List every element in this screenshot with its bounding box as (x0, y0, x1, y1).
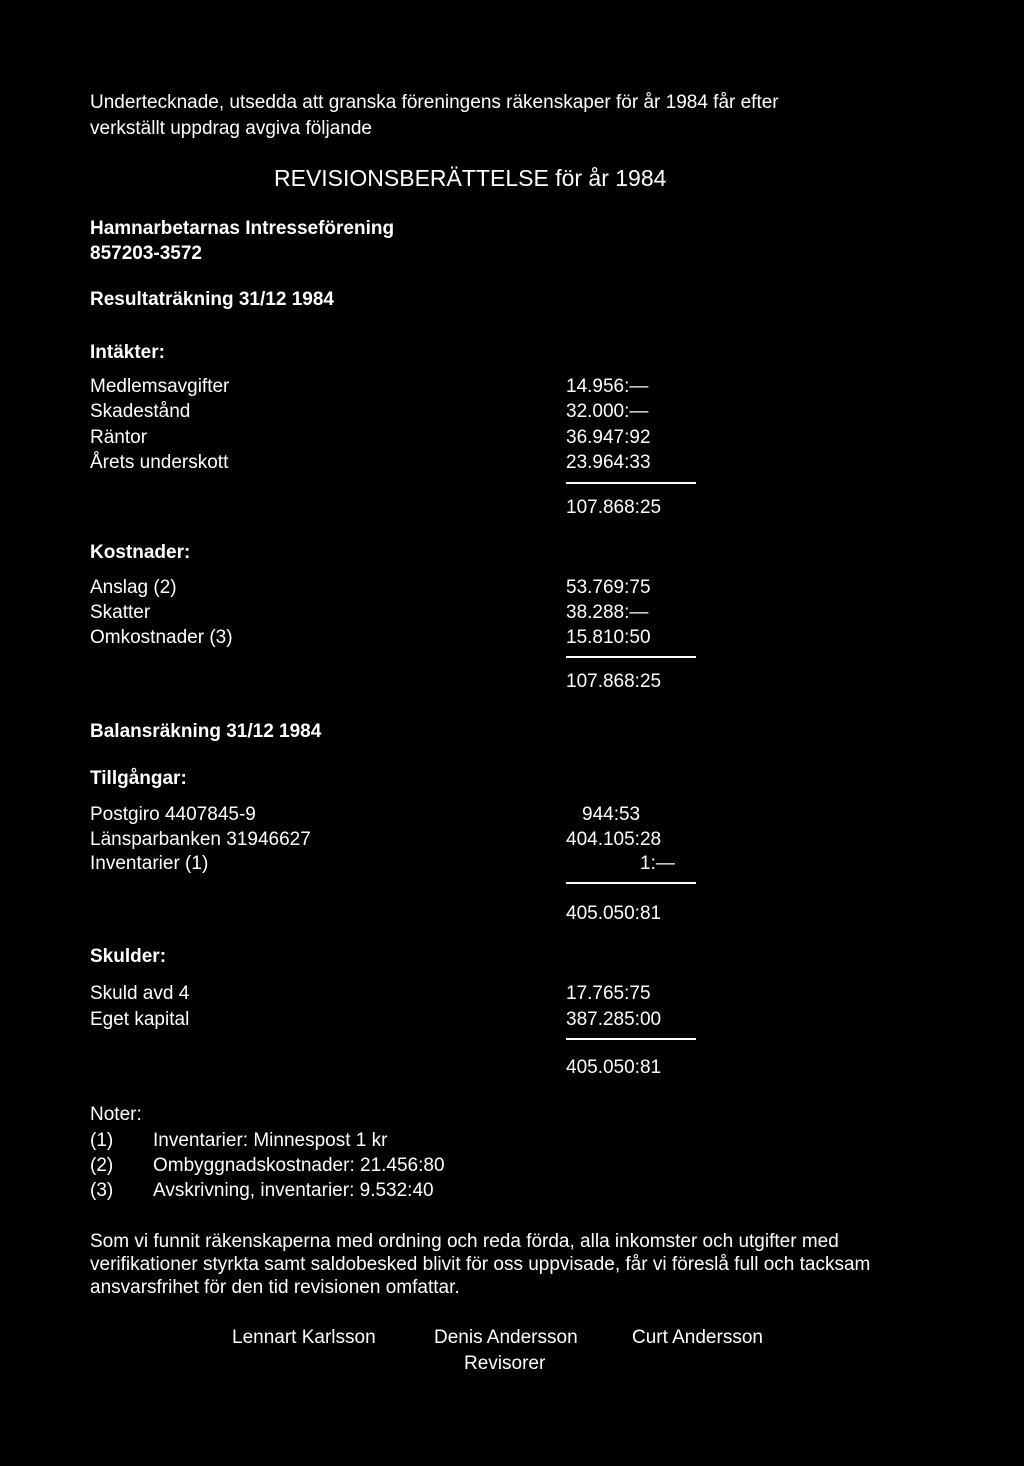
liability-row-label: Eget kapital (90, 1009, 190, 1030)
income-row-amount: 23.964:33 (566, 452, 651, 473)
liabilities-heading: Skulder: (90, 946, 167, 967)
total-rule (566, 882, 696, 884)
intro-line-1: Undertecknade, utsedda att granska föreningens räkenskaper för år 1984 får efter (90, 92, 779, 113)
costs-heading: Kostnader: (90, 542, 191, 563)
note-text: Avskrivning, inventarier: 9.532:40 (153, 1180, 434, 1201)
liabilities-total: 405.050:81 (566, 1057, 662, 1078)
balance-sheet-heading: Balansräkning 31/12 1984 (90, 721, 322, 742)
liability-row-amount: 17.765:75 (566, 983, 651, 1004)
intro-line-2: verkställt uppdrag avgiva följande (90, 118, 373, 139)
income-row-label: Räntor (90, 427, 148, 448)
asset-row-amount: 1:— (640, 853, 675, 874)
total-rule (566, 656, 696, 658)
asset-row-amount: 944:53 (582, 804, 641, 825)
income-row-amount: 14.956:— (566, 376, 649, 397)
notes-heading: Noter: (90, 1104, 142, 1125)
income-row-amount: 32.000:— (566, 401, 649, 422)
note-number: (2) (90, 1155, 114, 1176)
income-row-label: Medlemsavgifter (90, 376, 230, 397)
total-rule (566, 1038, 696, 1040)
liability-row-amount: 387.285:00 (566, 1009, 662, 1030)
asset-row-label: Länsparbanken 31946627 (90, 829, 311, 850)
signature-role: Revisorer (464, 1353, 546, 1374)
note-number: (1) (90, 1130, 114, 1151)
total-rule (566, 482, 696, 484)
org-name: Hamnarbetarnas Intresseförening (90, 218, 395, 239)
income-row-label: Skadestånd (90, 401, 191, 422)
note-text: Inventarier: Minnespost 1 kr (153, 1130, 388, 1151)
income-statement-heading: Resultaträkning 31/12 1984 (90, 289, 334, 310)
cost-row-label: Anslag (2) (90, 577, 177, 598)
cost-row-amount: 38.288:— (566, 602, 649, 623)
note-number: (3) (90, 1180, 114, 1201)
signature-name: Curt Andersson (632, 1327, 763, 1348)
assets-total: 405.050:81 (566, 903, 662, 924)
cost-row-label: Skatter (90, 602, 151, 623)
asset-row-label: Postgiro 4407845-9 (90, 804, 256, 825)
income-total: 107.868:25 (566, 497, 662, 518)
audit-statement: Som vi funnit räkenskaperna med ordning och reda förda, alla inkomster och utgifter med verifikationer styrkta samt saldobesked blivit för oss uppvisade, får vi föreslå full och tacksam ansvarsfrihet för den tid revisionen omfattar. (90, 1231, 871, 1298)
asset-row-label: Inventarier (1) (90, 853, 209, 874)
signature-name: Denis Andersson (434, 1327, 578, 1348)
page-title: REVISIONSBERÄTTELSE för år 1984 (274, 165, 667, 191)
note-text: Ombyggnadskostnader: 21.456:80 (153, 1155, 445, 1176)
signature-name: Lennart Karlsson (232, 1327, 376, 1348)
asset-row-amount: 404.105:28 (566, 829, 662, 850)
assets-heading: Tillgångar: (90, 768, 187, 789)
cost-row-amount: 15.810:50 (566, 627, 651, 648)
income-heading: Intäkter: (90, 342, 165, 363)
cost-row-label: Omkostnader (3) (90, 627, 233, 648)
liability-row-label: Skuld avd 4 (90, 983, 190, 1004)
cost-row-amount: 53.769:75 (566, 577, 651, 598)
income-row-label: Årets underskott (90, 452, 229, 473)
income-row-amount: 36.947:92 (566, 427, 651, 448)
costs-total: 107.868:25 (566, 671, 662, 692)
org-number: 857203-3572 (90, 243, 202, 264)
